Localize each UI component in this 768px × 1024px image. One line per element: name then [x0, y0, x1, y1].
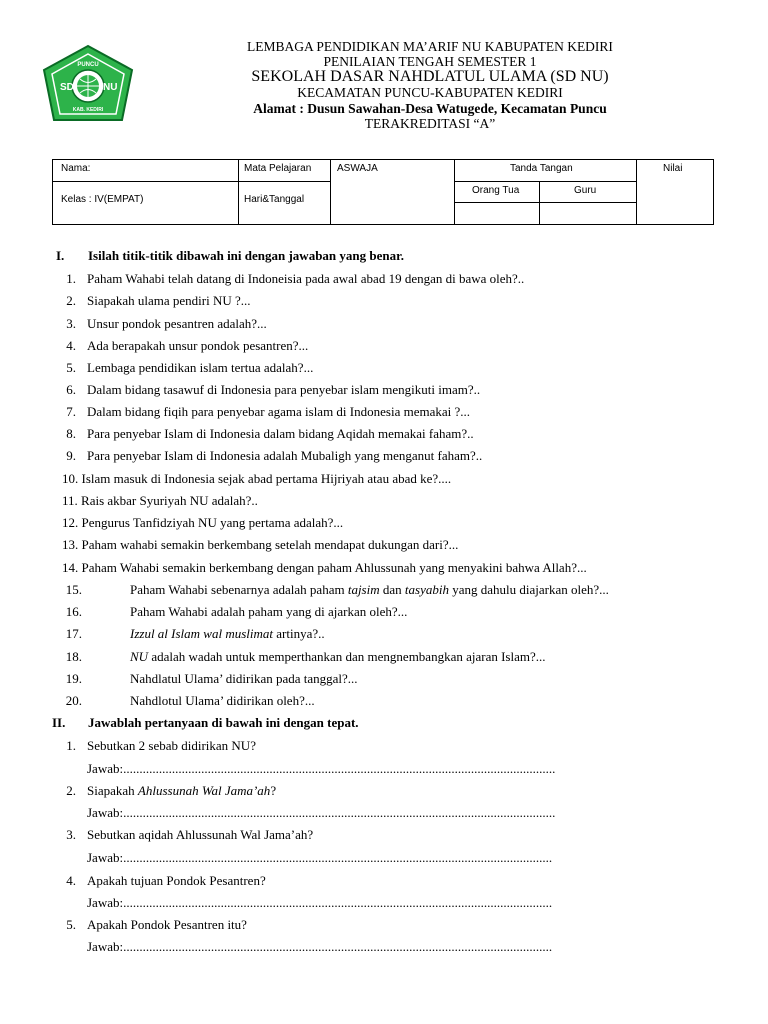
hari-tanggal-label: Hari&Tanggal [244, 194, 305, 205]
question-text: Paham Wahabi telah datang di Indoneisia pada awal abad 19 dengan di bawa oleh?.. [87, 271, 525, 286]
logo-text-bottom: KAB. KEDIRI [72, 107, 104, 113]
question-number: 9. [66, 448, 76, 463]
question-text: Siapakah ulama pendiri NU ?... [87, 293, 251, 308]
nilai-label: Nilai [663, 163, 683, 174]
question-text: Paham Wahabi adalah paham yang di ajarkan oleh?... [130, 604, 408, 619]
question-text: 14. Paham Wahabi semakin berkembang dengan paham Ahlussunah yang menyakini bahwa Allah?... [62, 560, 587, 575]
guru-label: Guru [574, 185, 597, 196]
question-text: Dalam bidang fiqih para penyebar agama islam di Indonesia memakai ?... [87, 404, 470, 419]
question-number: 1. [66, 738, 76, 753]
question-number: 4. [66, 873, 76, 888]
essay-question: Apakah Pondok Pesantren itu? [87, 917, 247, 932]
question-text: Ada berapakah unsur pondok pesantren?... [87, 338, 309, 353]
mata-pelajaran-value: ASWAJA [337, 163, 378, 174]
question-number: 18. [65, 649, 82, 664]
question-number: 2. [66, 293, 76, 308]
answer-line: Jawab:.................................................................................................................................... [87, 895, 553, 910]
essay-question: Apakah tujuan Pondok Pesantren? [87, 873, 266, 888]
nama-label: Nama: [61, 163, 91, 174]
question-number: 16. [65, 604, 82, 619]
question-text: 10. Islam masuk di Indonesia sejak abad pertama Hijriyah atau abad ke?.... [62, 471, 452, 486]
question-number: 8. [66, 426, 76, 441]
question-text: 11. Rais akbar Syuriyah NU adalah?.. [62, 493, 258, 508]
header-district: KECAMATAN PUNCU-KABUPATEN KEDIRI [297, 85, 563, 100]
essay-question: Siapakah Ahlussunah Wal Jama’ah? [87, 783, 277, 798]
question-number: 15. [65, 582, 82, 597]
logo-text-right: NU [103, 82, 118, 93]
question-number: 4. [66, 338, 76, 353]
question-text: Unsur pondok pesantren adalah?... [87, 316, 267, 331]
question-number: 1. [66, 271, 76, 286]
section-2-instruction: Jawablah pertanyaan di bawah ini dengan tepat. [88, 715, 359, 730]
mata-pelajaran-label: Mata Pelajaran [244, 163, 312, 174]
kelas-label: Kelas : IV(EMPAT) [61, 194, 144, 205]
question-number: 5. [66, 360, 76, 375]
section-1-instruction: Isilah titik-titik dibawah ini dengan jawaban yang benar. [88, 248, 404, 263]
question-number: 3. [66, 827, 76, 842]
logo-text-left: SD [60, 82, 74, 93]
question-number: 2. [66, 783, 76, 798]
header-accreditation: TERAKREDITASI “A” [364, 116, 496, 131]
question-number: 20. [65, 693, 82, 708]
tanda-tangan-label: Tanda Tangan [510, 163, 573, 174]
question-number: 6. [66, 382, 76, 397]
question-number: 7. [66, 404, 76, 419]
question-text: 13. Paham wahabi semakin berkembang setelah mendapat dukungan dari?... [62, 537, 459, 552]
question-text: Para penyebar Islam di Indonesia adalah Mubaligh yang menganut faham?.. [87, 448, 483, 463]
question-text: Dalam bidang tasawuf di Indonesia para penyebar islam mengikuti imam?.. [87, 382, 481, 397]
question-text: Nahdlatul Ulama’ didirikan pada tanggal?... [130, 671, 358, 686]
header-exam-title: PENILAIAN TENGAH SEMESTER 1 [323, 54, 537, 69]
school-logo [40, 44, 136, 124]
question-text: Izzul al Islam wal muslimat artinya?.. [130, 626, 325, 641]
answer-line: Jawab:..................................................................................................................................... [87, 805, 556, 820]
section-2-numeral: II. [52, 715, 66, 730]
question-text: Para penyebar Islam di Indonesia dalam bidang Aqidah memakai faham?.. [87, 426, 474, 441]
question-text: NU adalah wadah untuk memperthankan dan mengnembangkan ajaran Islam?... [130, 649, 546, 664]
question-number: 19. [65, 671, 82, 686]
answer-line: Jawab:.................................................................................................................................... [87, 850, 553, 865]
question-text: Nahdlotul Ulama’ didirikan oleh?... [130, 693, 315, 708]
question-text: Lembaga pendidikan islam tertua adalah?... [87, 360, 314, 375]
question-number: 3. [66, 316, 76, 331]
answer-line: Jawab:.................................................................................................................................... [87, 939, 553, 954]
question-text: 12. Pengurus Tanfidziyah NU yang pertama adalah?... [62, 515, 344, 530]
logo-text-top: PUNCU [77, 62, 99, 68]
header-address: Alamat : Dusun Sawahan-Desa Watugede, Kecamatan Puncu [253, 101, 607, 116]
essay-question: Sebutkan aqidah Ahlussunah Wal Jama’ah? [87, 827, 314, 842]
question-number: 5. [66, 917, 76, 932]
question-text: Paham Wahabi sebenarnya adalah paham tajsim dan tasyabih yang dahulu diajarkan oleh?... [130, 582, 609, 597]
essay-question: Sebutkan 2 sebab didirikan NU? [87, 738, 256, 753]
header-school-name: SEKOLAH DASAR NAHDLATUL ULAMA (SD NU) [251, 68, 609, 85]
answer-line: Jawab:..................................................................................................................................... [87, 761, 556, 776]
header-foundation: LEMBAGA PENDIDIKAN MA’ARIF NU KABUPATEN KEDIRI [247, 39, 613, 54]
section-1-numeral: I. [56, 248, 65, 263]
student-info-table [52, 159, 714, 225]
orang-tua-label: Orang Tua [472, 185, 520, 196]
question-number: 17. [65, 626, 82, 641]
